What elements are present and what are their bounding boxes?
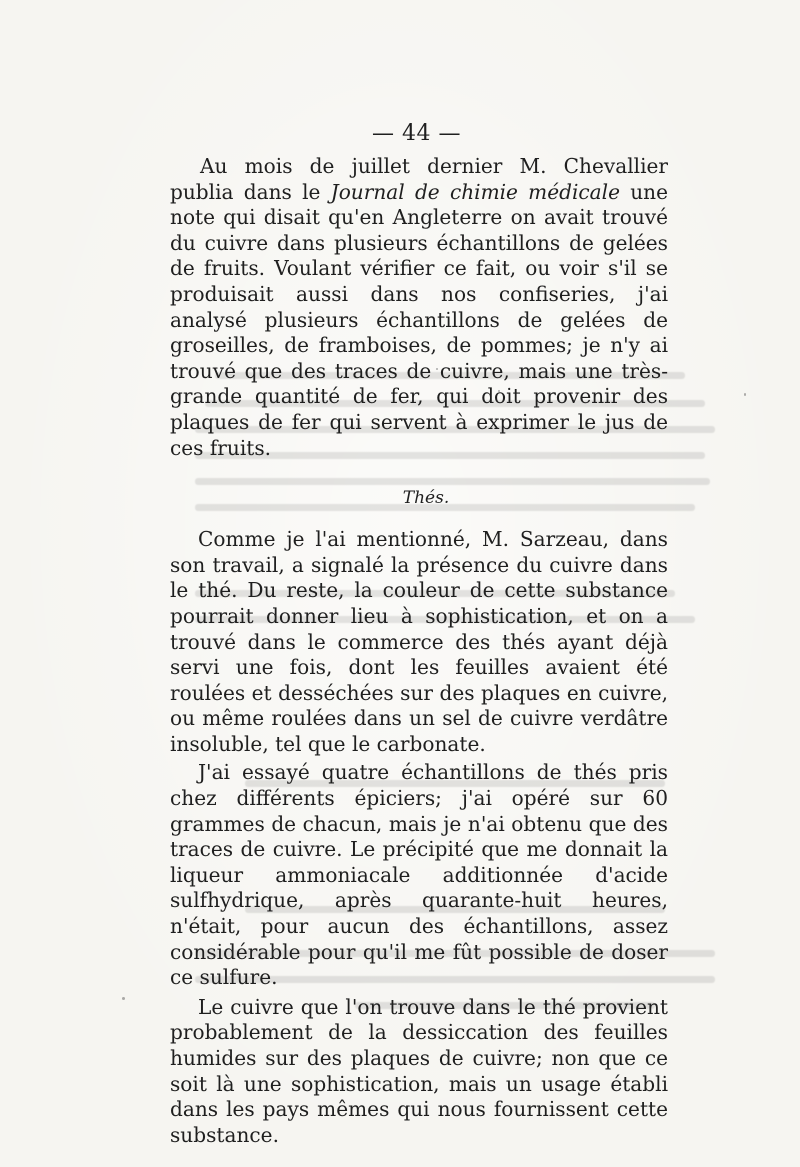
paragraph-sarzeau: Comme je l'ai mentionné, M. Sarzeau, dans son travail, a signalé la présence du cuivre dans le thé. Du reste, la couleur de cette substance pourrait donner lieu à sophistication, et on a trouvé dans le commerce des thés ayant déjà servi une fois, dont les feuilles avaient été roulées et desséchées sur des plaques en cuivre, ou même roulées dans un sel de cuivre verdâtre insoluble, tel que le carbonate. — [170, 527, 668, 756]
paragraph-1-rest: une note qui disait qu'en Angleterre on avait trouvé du cuivre dans plusieurs échantillons de gelées de fruits. Voulant vérifier ce fait, ou voir s'il se produisait aussi dans nos confiseries, j'ai analysé plusieurs échantillons de gelées de groseilles, de framboises, de pommes; je n'y ai trouvé que des traces de cuivre, mais une très-grande quantité de fer, qui doit provenir des plaques de fer qui servent à exprimer le jus de ces fruits. — [170, 179, 669, 460]
print-speck — [122, 997, 125, 1000]
print-speck — [436, 368, 438, 370]
body-text — [170, 154, 668, 1148]
paragraph-origin: Le cuivre que l'on trouve dans le thé provient probablement de la dessiccation des feuilles humides sur des plaques de cuivre; non que ce soit là une sophistication, mais un usage établi dans les pays mêmes qui nous fournissent cette substance. — [170, 994, 668, 1147]
page-number: — 44 — — [372, 121, 461, 146]
paragraph-1-lead: Au mois de juillet dernier M. Chevallier publia dans le — [170, 154, 668, 204]
section-heading-thes: Thés. — [402, 488, 450, 509]
paragraph-jellies — [170, 154, 668, 461]
print-speck — [744, 393, 746, 396]
paragraph-samples: J'ai essayé quatre échantillons de thés pris chez différents épiciers; j'ai opéré sur 60 grammes de chacun, mais je n'ai obtenu que des traces de cuivre. Le précipité que me donnait la liqueur ammoniacale additionnée d'acide sulfhydrique, après quarante-huit heures, n'était, pour aucun des échantillons, assez considérable pour qu'il me fût possible de doser ce sulfure. — [170, 760, 668, 990]
journal-title: Journal de chimie médicale — [330, 179, 620, 204]
print-speck — [498, 390, 500, 392]
